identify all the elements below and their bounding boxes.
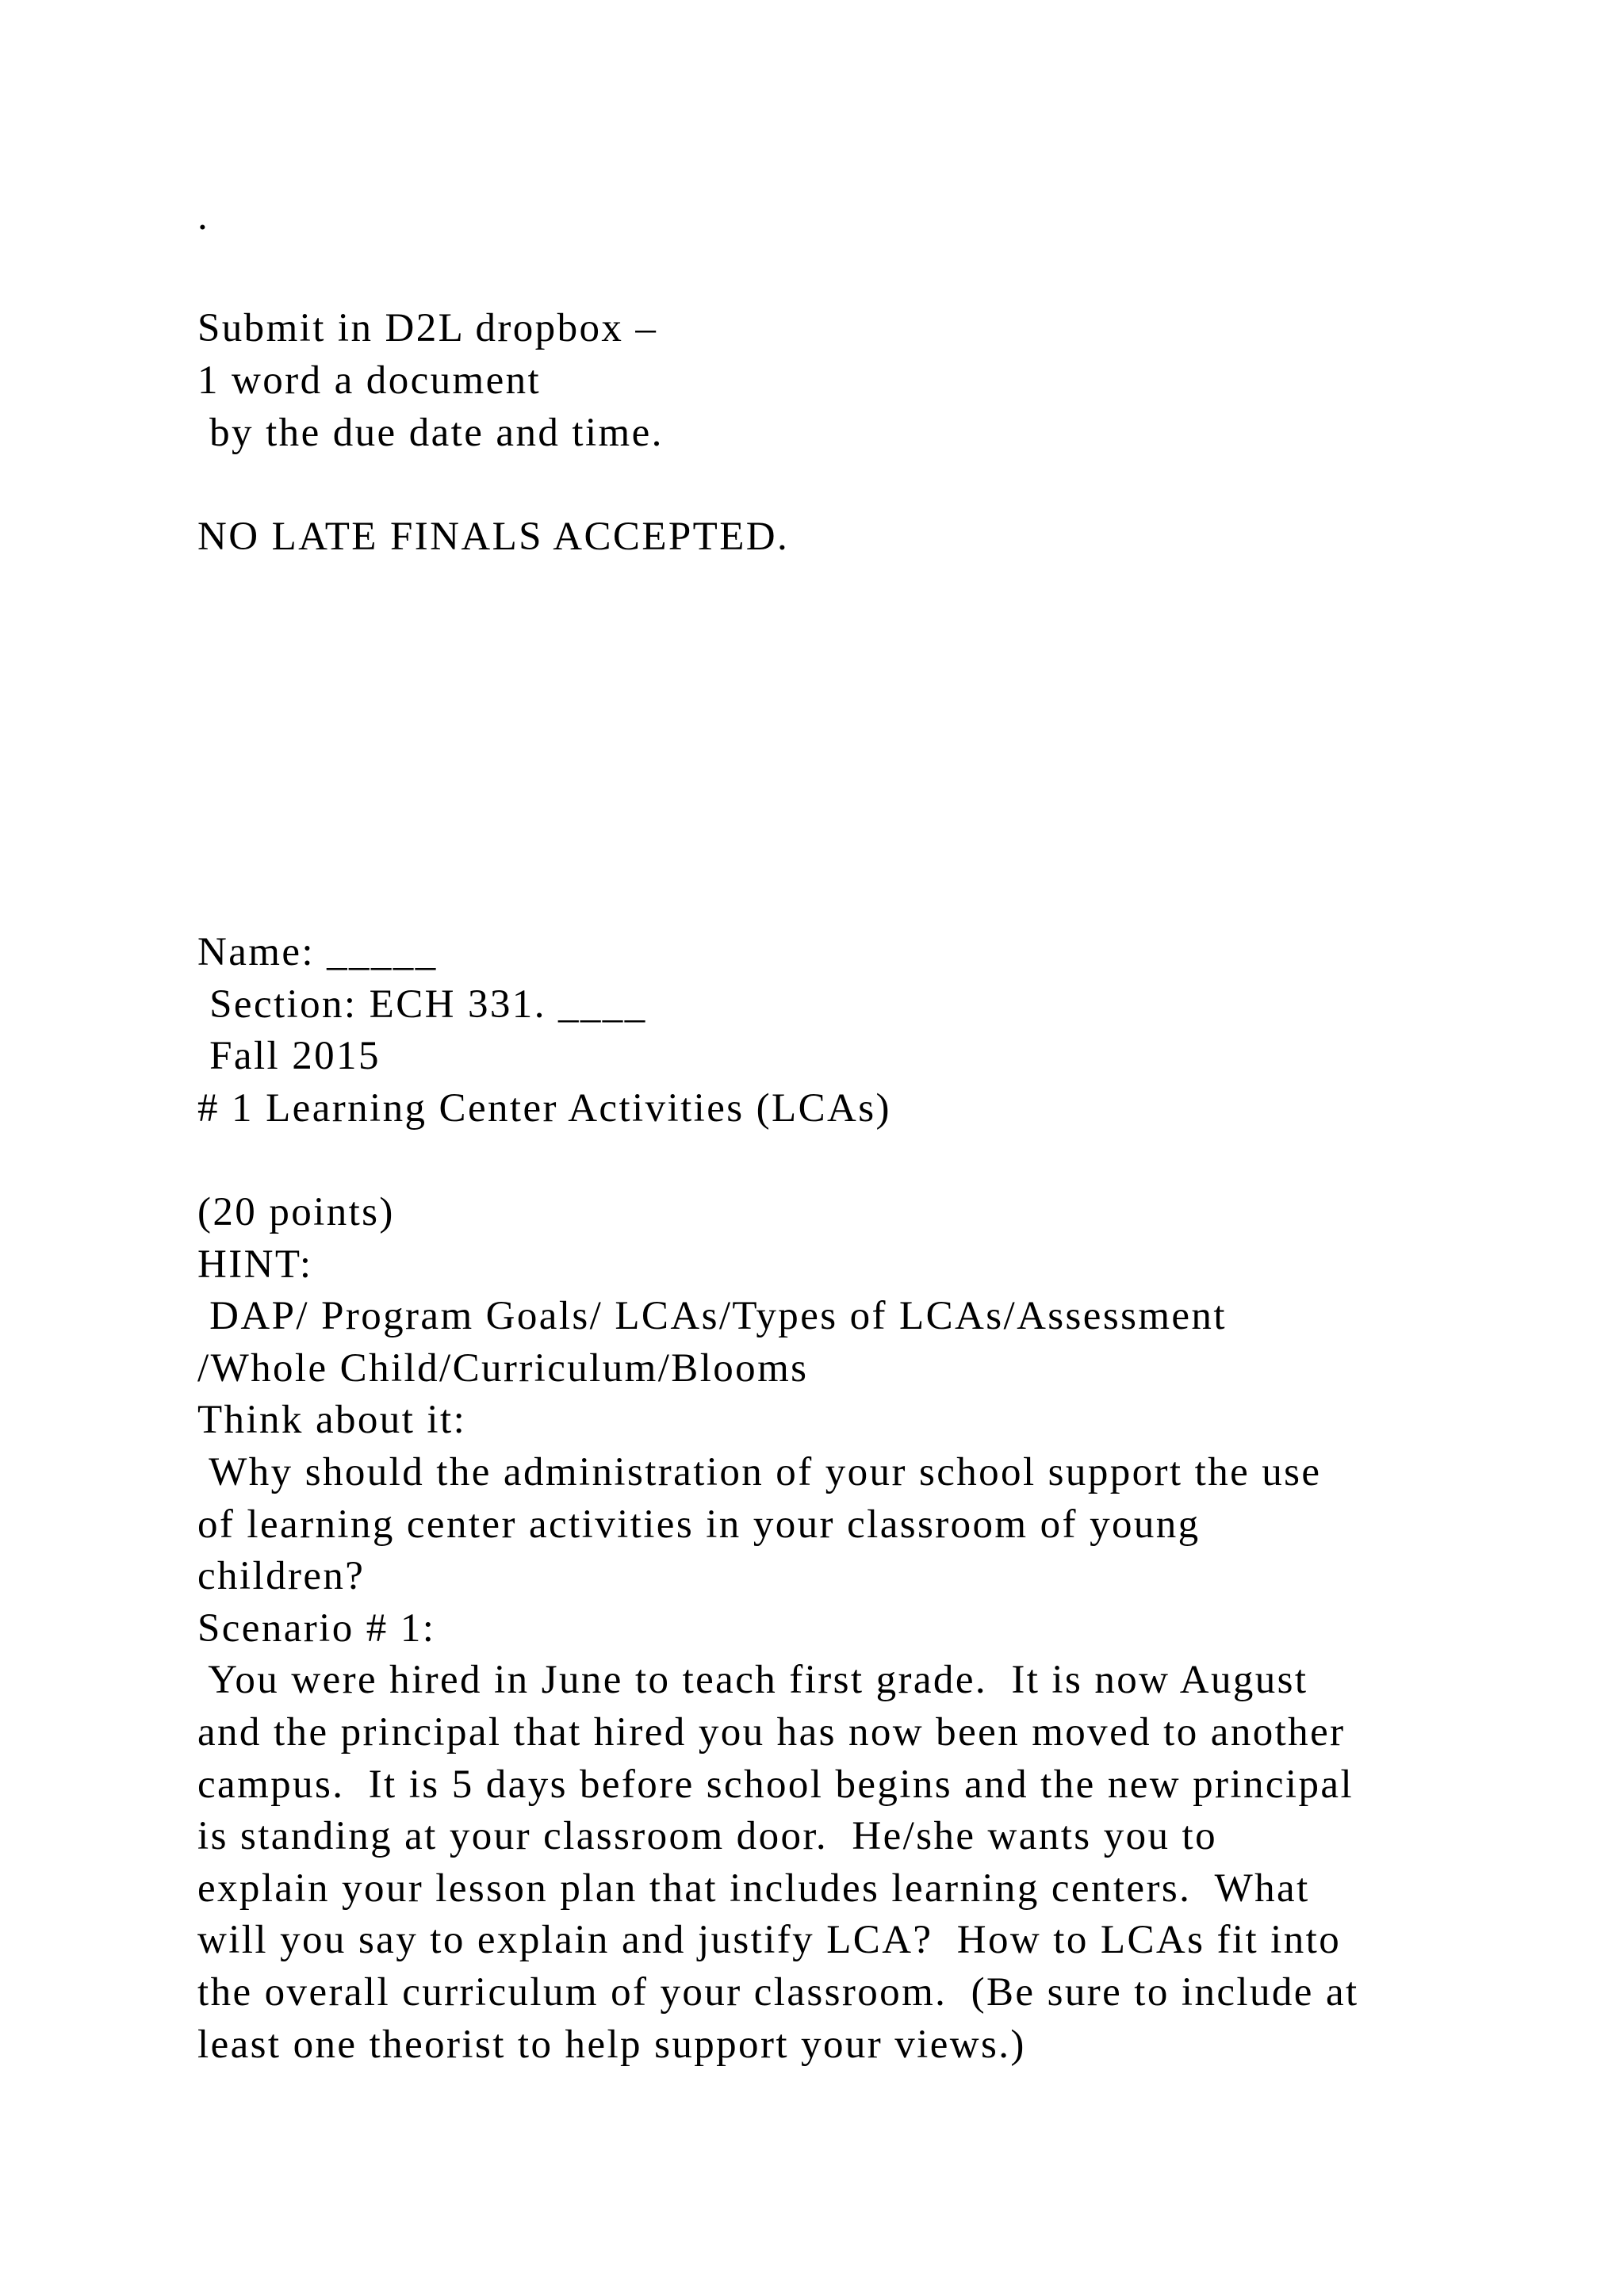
points-label: (20 points): [197, 1190, 395, 1234]
submission-deadline: by the due date and time.: [197, 411, 664, 455]
scenario-text: will you say to explain and justify LCA? How to LCAs fit into: [197, 1918, 1342, 1962]
hint-heading: HINT:: [197, 1242, 313, 1287]
think-heading: Think about it:: [197, 1398, 467, 1442]
term-label: Fall 2015: [197, 1034, 381, 1078]
late-policy: NO LATE FINALS ACCEPTED.: [197, 515, 790, 559]
scenario-text: least one theorist to help support your views.): [197, 2022, 1026, 2067]
scenario-text: explain your lesson plan that includes learning centers. What: [197, 1866, 1310, 1911]
scenario-text: You were hired in June to teach first grade. It is now August: [197, 1658, 1308, 1702]
question-title: # 1 Learning Center Activities (LCAs): [197, 1086, 891, 1131]
think-text: children?: [197, 1554, 366, 1598]
scenario-text: is standing at your classroom door. He/she wants you to: [197, 1814, 1218, 1858]
section-field: Section: ECH 331. ____: [197, 982, 647, 1027]
scenario-text: and the principal that hired you has now been moved to another: [197, 1710, 1346, 1755]
hint-text-cont: /Whole Child/Curriculum/Blooms: [197, 1346, 809, 1391]
scenario-text: the overall curriculum of your classroom. (Be sure to include at: [197, 1970, 1359, 2015]
think-text: Why should the administration of your school support the use: [197, 1450, 1322, 1494]
name-field: Name: _____: [197, 930, 438, 974]
think-text: of learning center activities in your classroom of young: [197, 1502, 1201, 1547]
hint-text: DAP/ Program Goals/ LCAs/Types of LCAs/Assessment: [197, 1294, 1227, 1338]
scenario-heading: Scenario # 1:: [197, 1606, 436, 1651]
scenario-text: campus. It is 5 days before school begins and the new principal: [197, 1762, 1354, 1807]
submission-instruction-cont: 1 word a document: [197, 358, 542, 403]
submission-instruction: Submit in D2L dropbox –: [197, 306, 658, 350]
stray-dot: .: [197, 194, 210, 239]
